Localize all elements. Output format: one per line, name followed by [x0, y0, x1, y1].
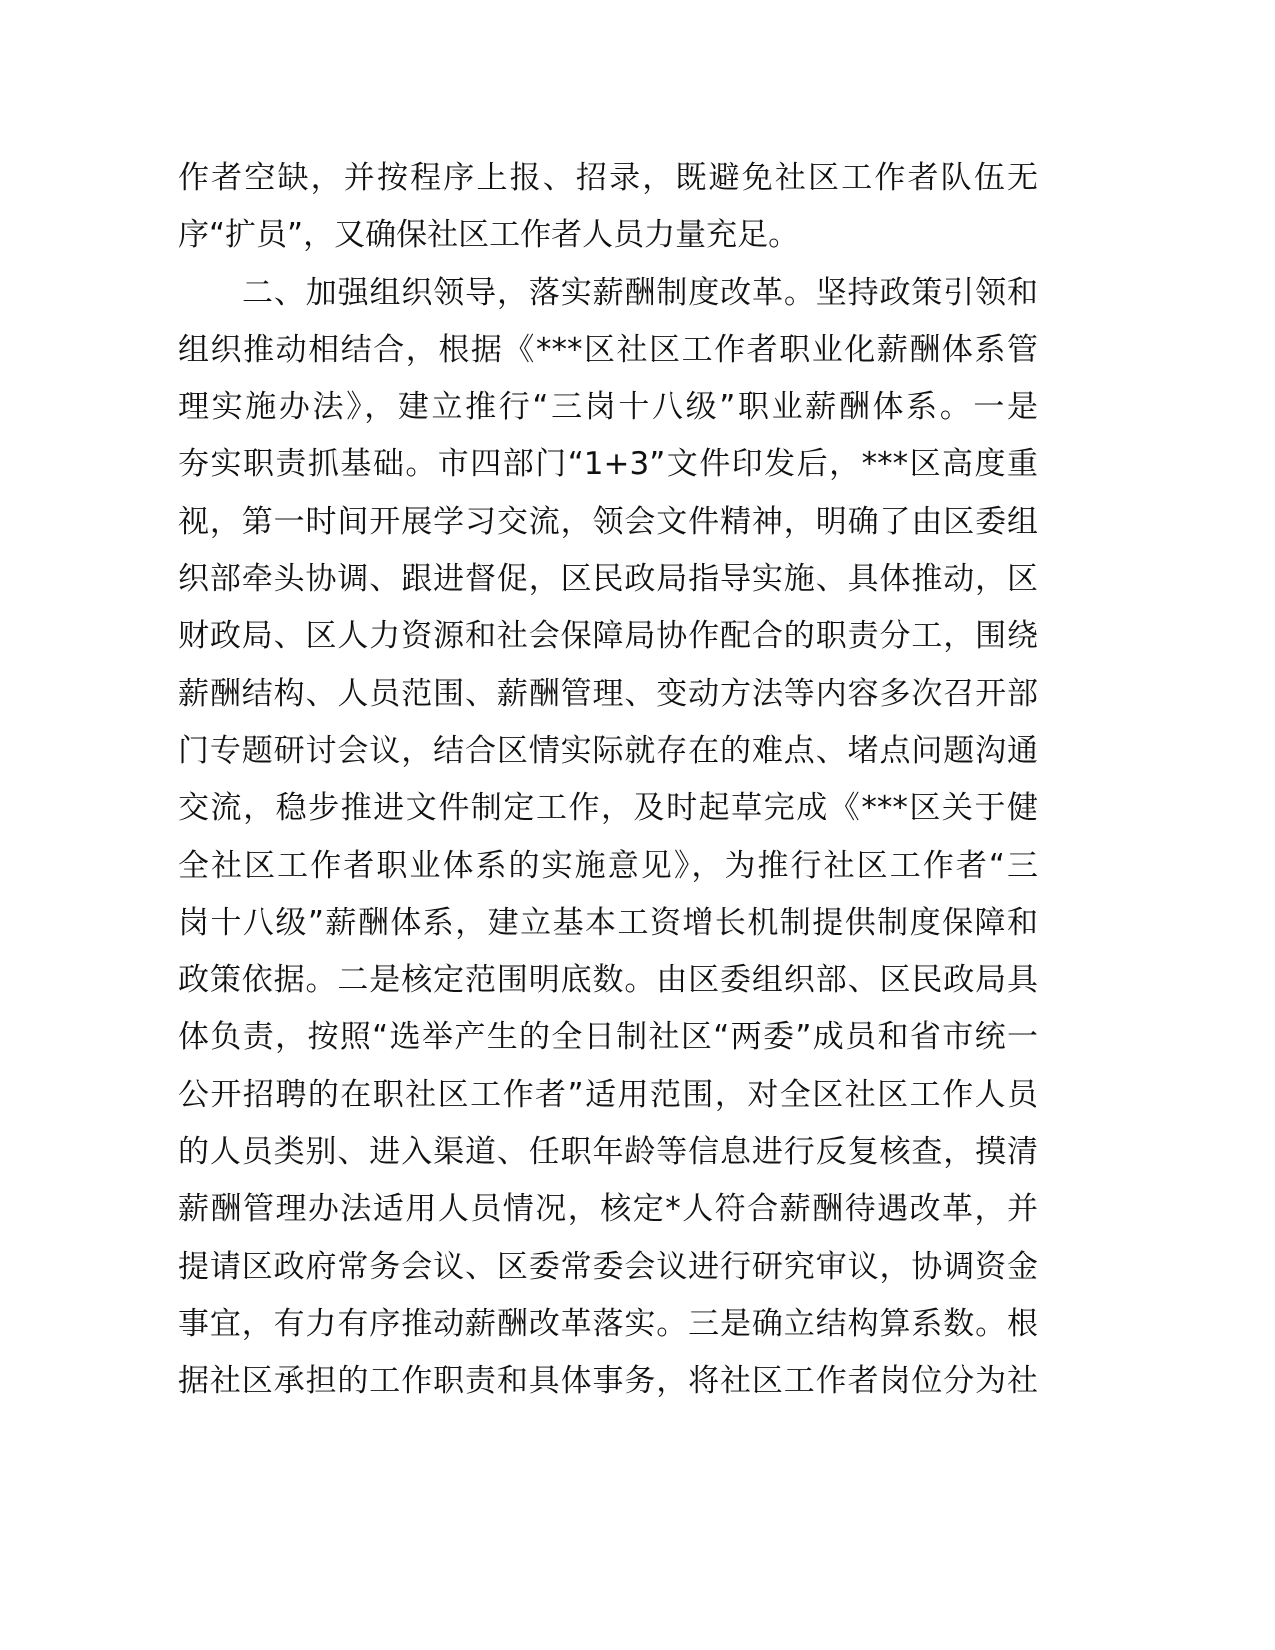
- text-line: 的人员类别、进入渠道、任职年龄等信息进行反复核查，摸清: [178, 1134, 1038, 1171]
- text-line: 政策依据。二是核定范围明底数。由区委组织部、区民政局具: [178, 962, 1038, 999]
- text-line: 财政局、区人力资源和社会保障局协作配合的职责分工，围绕: [178, 618, 1038, 655]
- text-line: 门专题研讨会议，结合区情实际就存在的难点、堵点问题沟通: [178, 732, 1038, 769]
- text-line: 序“扩员”，又确保社区工作者人员力量充足。: [178, 217, 800, 254]
- text-line: 全社区工作者职业体系的实施意见》，为推行社区工作者“三: [178, 847, 1038, 884]
- section-heading-line: 二、加强组织领导，落实薪酬制度改革。坚持政策引领和: [242, 274, 1038, 311]
- text-line: 织部牵头协调、跟进督促，区民政局指导实施、具体推动，区: [178, 561, 1038, 598]
- text-line: 薪酬结构、人员范围、薪酬管理、变动方法等内容多次召开部: [178, 675, 1038, 712]
- text-line: 据社区承担的工作职责和具体事务，将社区工作者岗位分为社: [178, 1363, 1038, 1400]
- text-line: 提请区政府常务会议、区委常委会议进行研究审议，协调资金: [178, 1248, 1038, 1285]
- text-line: 理实施办法》，建立推行“三岗十八级”职业薪酬体系。一是: [178, 389, 1038, 426]
- text-line: 交流，稳步推进文件制定工作，及时起草完成《***区关于健: [178, 790, 1038, 827]
- body-text: [178, 150, 1038, 1411]
- text-line: 岗十八级”薪酬体系，建立基本工资增长机制提供制度保障和: [178, 904, 1038, 941]
- text-line: 视，第一时间开展学习交流，领会文件精神，明确了由区委组: [178, 503, 1038, 540]
- text-line: 公开招聘的在职社区工作者”适用范围，对全区社区工作人员: [178, 1076, 1038, 1113]
- text-line: 事宜，有力有序推动薪酬改革落实。三是确立结构算系数。根: [178, 1305, 1038, 1342]
- text-line: 体负责，按照“选举产生的全日制社区“两委”成员和省市统一: [178, 1019, 1038, 1056]
- text-line: 夯实职责抓基础。市四部门“1+3”文件印发后，***区高度重: [178, 446, 1038, 483]
- text-line: 作者空缺，并按程序上报、招录，既避免社区工作者队伍无: [178, 160, 1038, 196]
- text-line: 薪酬管理办法适用人员情况，核定*人符合薪酬待遇改革，并: [178, 1191, 1038, 1228]
- text-line: 组织推动相结合，根据《***区社区工作者职业化薪酬体系管: [178, 331, 1038, 368]
